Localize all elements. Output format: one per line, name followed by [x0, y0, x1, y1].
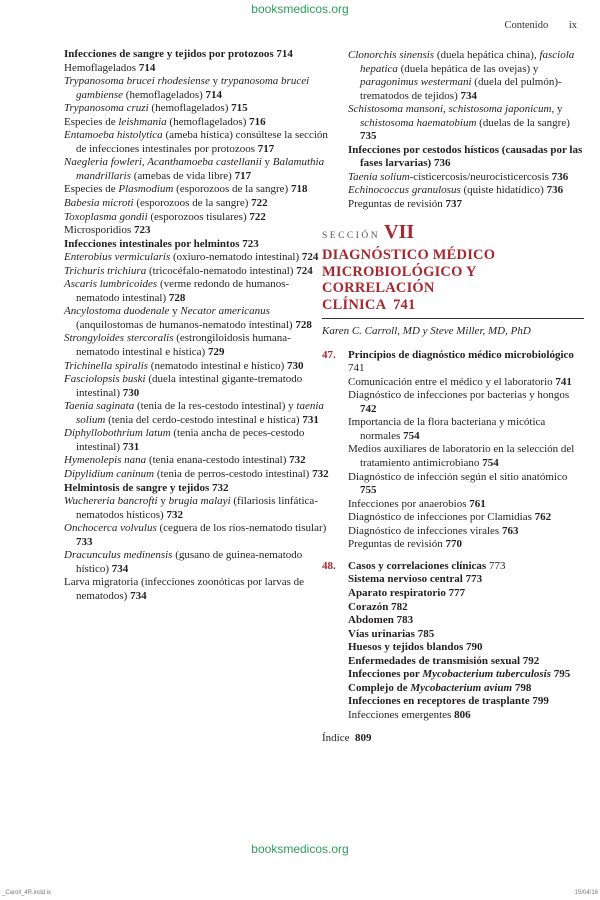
toc-entry[interactable]: Enfermedades de transmisión sexual 792 — [348, 654, 540, 667]
toc-entry[interactable]: Importancia de la flora bacteriana y micótica normales 754 — [348, 416, 546, 442]
toc-entry[interactable]: Dipylidium caninum (tenia de perros-cestodo intestinal) 732 — [64, 467, 329, 480]
section-title[interactable] — [322, 247, 584, 313]
toc-entry[interactable]: Taenia solium-cisticercosis/neurocisticercosis 736 — [348, 170, 569, 183]
toc-entry[interactable]: Especies de leishmania (hemoflagelados) 716 — [64, 115, 266, 128]
toc-entry[interactable]: Infecciones de sangre y tejidos por protozoos 714 — [64, 48, 293, 60]
toc-entry[interactable]: Infecciones emergentes 806 — [348, 708, 471, 721]
toc-entry[interactable]: Diagnóstico de infecciones por Clamidias 762 — [348, 511, 552, 524]
section-title-line: MICROBIOLÓGICO Y CORRELACIÓN — [322, 263, 476, 297]
toc-entry[interactable]: Corazón 782 — [348, 600, 408, 613]
chapter-title: Casos y correlaciones clínicas 773 — [348, 559, 506, 572]
toc-entry[interactable]: Diagnóstico de infecciones virales 763 — [348, 524, 519, 537]
chapter-heading[interactable] — [322, 560, 584, 574]
toc-entry[interactable]: Infecciones en receptores de trasplante 799 — [348, 695, 549, 708]
toc-entry[interactable]: Infecciones por Mycobacterium tuberculosis 795 — [348, 668, 571, 681]
toc-entry[interactable]: Preguntas de revisión 737 — [348, 198, 462, 211]
toc-entry[interactable]: Huesos y tejidos blandos 790 — [348, 641, 483, 654]
toc-entry[interactable]: Fasciolopsis buski (duela intestinal gigante-trematodo intestinal) 730 — [64, 373, 303, 399]
page-number: ix — [568, 20, 577, 31]
chapter-entries — [322, 376, 584, 552]
print-slug-left: _Caroll_4R.indd ix — [2, 890, 52, 896]
toc-entry[interactable]: Dracunculus medinensis (gusano de guinea-nematodo hístico) 734 — [64, 549, 303, 575]
section-title-line: DIAGNÓSTICO MÉDICO — [322, 247, 496, 264]
toc-entry[interactable]: Larva migratoria (infecciones zoonóticas por larvas de nematodos) 734 — [64, 576, 305, 602]
toc-entry[interactable]: Infecciones intestinales por helmintos 723 — [64, 237, 259, 250]
section-label: SECCIÓN — [322, 230, 381, 241]
toc-entry[interactable]: Helmintosis de sangre y tejidos 732 — [64, 481, 229, 494]
toc-entry[interactable]: Trypanosoma cruzi (hemoflagelados) 715 — [64, 102, 248, 115]
chapter-title: Principios de diagnóstico médico microbiológico 741 — [348, 348, 574, 375]
section-header — [322, 220, 584, 244]
site-watermark-bottom[interactable]: booksmedicos.org — [251, 842, 349, 856]
toc-entry[interactable]: Diagnóstico de infecciones por bacterias y hongos 742 — [348, 389, 570, 415]
toc-entry[interactable]: Ancylostoma duodenale y Necator americanus (anquilostomas de humanos-nematodo intestinal) 728 — [64, 305, 312, 331]
toc-entry[interactable]: Medios auxiliares de laboratorio en la selección del tratamiento antimicrobiano 754 — [348, 443, 575, 470]
index-label: Índice — [322, 732, 350, 745]
toc-entry[interactable]: Strongyloides stercoralis (estrongiloidosis humana-nematodo intestinal e hística) 729 — [64, 332, 291, 359]
section-number: VII — [384, 220, 415, 243]
toc-entry[interactable]: Preguntas de revisión 770 — [348, 538, 462, 551]
index-page: 809 — [354, 732, 372, 745]
section-title-page: 741 — [393, 296, 416, 313]
toc-entry[interactable]: Echinococcus granulosus (quiste hidatídico) 736 — [348, 184, 564, 197]
chapter-number: 47. — [322, 348, 336, 361]
toc-entry[interactable]: Clonorchis sinensis (duela hepática china), fasciola hepatica (duela hepática de las ovejas) y paragonimus westermani (duela del pulmón)-trematodos de tejidos) 734 — [348, 49, 575, 102]
toc-entry[interactable]: Onchocerca volvulus (ceguera de los ríos-nematodo tisular) 733 — [64, 522, 327, 548]
toc-left-column — [64, 48, 332, 603]
chapter-number: 48. — [322, 559, 336, 572]
toc-entry[interactable]: Complejo de Mycobacterium avium 798 — [348, 681, 532, 694]
toc-entry[interactable]: Infecciones por anaerobios 761 — [348, 497, 486, 510]
section-title-text: CLÍNICA — [322, 296, 386, 313]
section-title-line — [322, 297, 584, 314]
chapter-heading[interactable] — [322, 349, 584, 376]
toc-entry[interactable]: Trichuris trichiura (tricocéfalo-nematodo intestinal) 724 — [64, 264, 313, 277]
toc-entry[interactable]: Trichinella spiralis (nematodo intestinal e hístico) 730 — [64, 359, 304, 372]
toc-entry[interactable]: Comunicación entre el médico y el laboratorio 741 — [348, 375, 572, 388]
toc-continued-entries — [322, 49, 584, 212]
toc-entry[interactable]: Babesia microti (esporozoos de la sangre) 722 — [64, 197, 268, 210]
toc-entry[interactable]: Trypanosoma brucei rhodesiense y trypanosoma brucei gambiense (hemoflagelados) 714 — [64, 75, 310, 101]
toc-entry[interactable]: Entamoeba histolytica (ameba hística) consúltese la sección de infecciones intestinales por protozoos 717 — [64, 129, 328, 155]
toc-entry[interactable]: Ascaris lumbricoides (verme redondo de humanos-nematodo intestinal) 728 — [64, 278, 290, 304]
running-head-title: Contenido — [504, 20, 549, 31]
toc-entry[interactable]: Naegleria fowleri, Acanthamoeba castellanii y Balamuthia mandrillaris (amebas de vida libre) 717 — [64, 156, 325, 182]
toc-entry[interactable]: Hemoflagelados 714 — [64, 61, 156, 74]
print-slug-right: 15/04/16 — [574, 890, 598, 896]
chapter-entries — [322, 573, 584, 722]
toc-entry[interactable]: Hymenolepis nana (tenia enana-cestodo intestinal) 732 — [64, 454, 306, 467]
index-entry[interactable] — [322, 732, 584, 746]
toc-entry[interactable]: Especies de Plasmodium (esporozoos de la sangre) 718 — [64, 183, 308, 196]
toc-entry[interactable]: Infecciones por cestodos hísticos (causadas por las fases larvarias) 736 — [348, 143, 583, 170]
toc-entry[interactable]: Abdomen 783 — [348, 614, 414, 627]
toc-entry[interactable]: Toxoplasma gondii (esporozoos tisulares) 722 — [64, 210, 266, 223]
toc-entry[interactable]: Enterobius vermicularis (oxiuro-nematodo intestinal) 724 — [64, 251, 319, 264]
toc-entry[interactable]: Microsporidios 723 — [64, 224, 151, 237]
toc-entry[interactable]: Aparato respiratorio 777 — [348, 586, 466, 599]
section-authors: Karen C. Carroll, MD y Steve Miller, MD, PhD — [322, 325, 531, 338]
site-watermark-top[interactable]: booksmedicos.org — [251, 2, 349, 16]
toc-entry[interactable]: Schistosoma mansoni, schistosoma japonicum, y schistosoma haematobium (duelas de la sangre) 735 — [348, 103, 570, 143]
toc-entry[interactable]: Diphyllobothrium latum (tenia ancha de peces-cestodo intestinal) 731 — [64, 427, 305, 453]
toc-entry[interactable]: Sistema nervioso central 773 — [348, 573, 483, 586]
chapter-list — [322, 349, 584, 723]
toc-entry[interactable]: Taenia saginata (tenia de la res-cestodo intestinal) y taenia solium (tenia del cerdo-cestodo intestinal e hística) 731 — [64, 400, 324, 426]
toc-right-column — [322, 49, 584, 746]
section-divider — [322, 318, 584, 319]
toc-entry[interactable]: Wuchereria bancrofti y brugia malayi (filariosis linfática-nematodos hísticos) 732 — [64, 495, 318, 521]
toc-entry[interactable]: Diagnóstico de infección según el sitio anatómico 755 — [348, 470, 568, 497]
running-head — [504, 20, 577, 31]
toc-entry[interactable]: Vías urinarias 785 — [348, 627, 435, 640]
